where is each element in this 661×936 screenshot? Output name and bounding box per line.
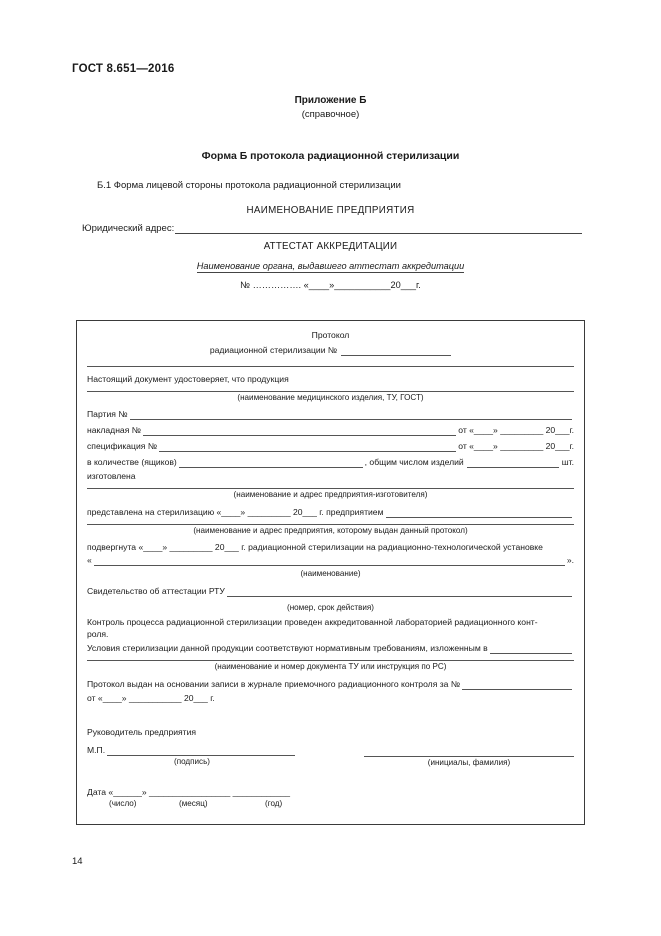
items-count-field[interactable] xyxy=(467,457,559,468)
certificate-row xyxy=(87,586,574,597)
appendix-title: Приложение Б xyxy=(294,95,367,106)
spec-label: спецификация № xyxy=(87,441,158,452)
conditions-label: Условия стерилизации данной продукции соответствуют нормативным требованиям, изложенным в xyxy=(87,643,488,654)
rule-5 xyxy=(87,660,574,661)
head-label: Руководитель предприятия xyxy=(87,727,197,737)
certificate-label: Свидетельство об аттестации РТУ xyxy=(87,586,225,597)
caption-day: (число) xyxy=(109,799,137,808)
installation-field[interactable] xyxy=(94,555,565,566)
caption-manufacturer: (наименование и адрес предприятия-изготовителя) xyxy=(233,490,428,499)
caption-year: (год) xyxy=(265,799,283,808)
signature-block-right xyxy=(364,745,574,768)
batch-row xyxy=(87,409,574,420)
clause-text: Б.1 Форма лицевой стороны протокола радиационной стерилизации xyxy=(97,180,401,191)
rule-1 xyxy=(87,366,574,367)
protocol-heading-2: радиационной стерилизации № xyxy=(209,345,338,356)
installation-quote-close: ». xyxy=(566,555,574,566)
invoice-row xyxy=(87,425,574,436)
submitted-label: представлена на стерилизацию «____» _________ 20___ г. предприятием xyxy=(87,507,384,518)
caption-initials: (инициалы, фамилия) xyxy=(427,758,511,767)
caption-certificate: (номер, срок действия) xyxy=(287,603,374,612)
accreditation-organ-caption xyxy=(0,261,661,271)
accreditation-title: АТТЕСТАТ АККРЕДИТАЦИИ xyxy=(263,241,398,252)
conditions-field[interactable] xyxy=(490,643,572,654)
protocol-box xyxy=(76,320,585,825)
quantity-field[interactable] xyxy=(179,457,363,468)
caption-installation: (наименование) xyxy=(300,569,361,578)
spec-row xyxy=(87,441,574,452)
signature-row xyxy=(87,745,574,768)
date-row xyxy=(87,787,574,798)
quantity-label: в количестве (ящиков) xyxy=(87,457,177,468)
batch-label: Партия № xyxy=(87,409,128,420)
caption-signature: (подпись) xyxy=(174,757,210,766)
caption-conditions: (наименование и номер документа ТУ или инструкция по РС) xyxy=(214,662,447,671)
caption-month: (месяц) xyxy=(179,799,208,808)
page-title: Форма Б протокола радиационной стерилизации xyxy=(201,150,460,162)
accreditation-organ-text: Наименование органа, выдавшего аттестат аккредитации xyxy=(196,261,465,271)
batch-field[interactable] xyxy=(130,409,572,420)
spec-date: от «____» _________ 20___г. xyxy=(458,441,574,452)
date-captions xyxy=(87,799,574,811)
standard-designation: ГОСТ 8.651—2016 xyxy=(72,63,175,75)
control-line-2: роля. xyxy=(87,629,109,639)
protocol-heading-2-row xyxy=(87,345,574,356)
statement-text: Настоящий документ удостоверяет, что продукция xyxy=(87,374,289,384)
appendix-subtitle: (справочное) xyxy=(301,109,360,120)
appendix-heading xyxy=(0,95,661,120)
installation-quote-open: « xyxy=(87,555,92,566)
conditions-row xyxy=(87,643,574,654)
issued-field[interactable] xyxy=(462,679,572,690)
rule-4 xyxy=(87,524,574,525)
certificate-field[interactable] xyxy=(227,586,572,597)
initials-field[interactable] xyxy=(364,745,574,757)
invoice-field[interactable] xyxy=(143,425,456,436)
protocol-inner xyxy=(87,321,574,824)
issued-date: от «____» ___________ 20___ г. xyxy=(87,693,215,703)
page-number: 14 xyxy=(72,856,83,867)
installation-row xyxy=(87,555,574,566)
invoice-label: накладная № xyxy=(87,425,141,436)
signature-field[interactable] xyxy=(107,745,295,756)
control-line-1: Контроль процесса радиационной стерилизации проведен аккредитованной лабораторией радиационного конт- xyxy=(87,617,538,627)
invoice-date: от «____» _________ 20___г. xyxy=(458,425,574,436)
submitted-field[interactable] xyxy=(386,507,573,518)
mp-label: М.П. xyxy=(87,745,106,756)
submitted-row xyxy=(87,507,574,518)
rule-3 xyxy=(87,488,574,489)
accreditation-number-line: № ……………. «____»___________20___г. xyxy=(240,280,421,290)
date-label[interactable]: Дата «______» _________________ ____________ xyxy=(87,787,291,797)
legal-address-field[interactable] xyxy=(175,222,582,234)
protocol-number-field[interactable] xyxy=(341,345,451,356)
signature-block-left xyxy=(87,745,297,768)
issued-label: Протокол выдан на основании записи в журнале приемочного радиационного контроля за № xyxy=(87,679,461,690)
manufactured-label: изготовлена xyxy=(87,471,136,481)
issued-row xyxy=(87,679,574,690)
quantity-row xyxy=(87,457,574,468)
quantity-unit: шт. xyxy=(561,457,574,468)
subjected-label: подвергнута «____» _________ 20___ г. радиационной стерилизации на радиационно-технологической установке xyxy=(87,542,543,552)
caption-product: (наименование медицинского изделия, ТУ, ГОСТ) xyxy=(237,393,424,402)
legal-address-label: Юридический адрес: xyxy=(82,223,175,234)
legal-address-row xyxy=(82,222,582,234)
protocol-heading-1: Протокол xyxy=(311,330,350,340)
rule-2 xyxy=(87,391,574,392)
enterprise-name-caption: НАИМЕНОВАНИЕ ПРЕДПРИЯТИЯ xyxy=(246,205,415,216)
spec-field[interactable] xyxy=(159,441,456,452)
quantity-mid: , общим числом изделий xyxy=(364,457,464,468)
caption-recipient: (наименование и адрес предприятия, которому выдан данный протокол) xyxy=(193,526,468,535)
